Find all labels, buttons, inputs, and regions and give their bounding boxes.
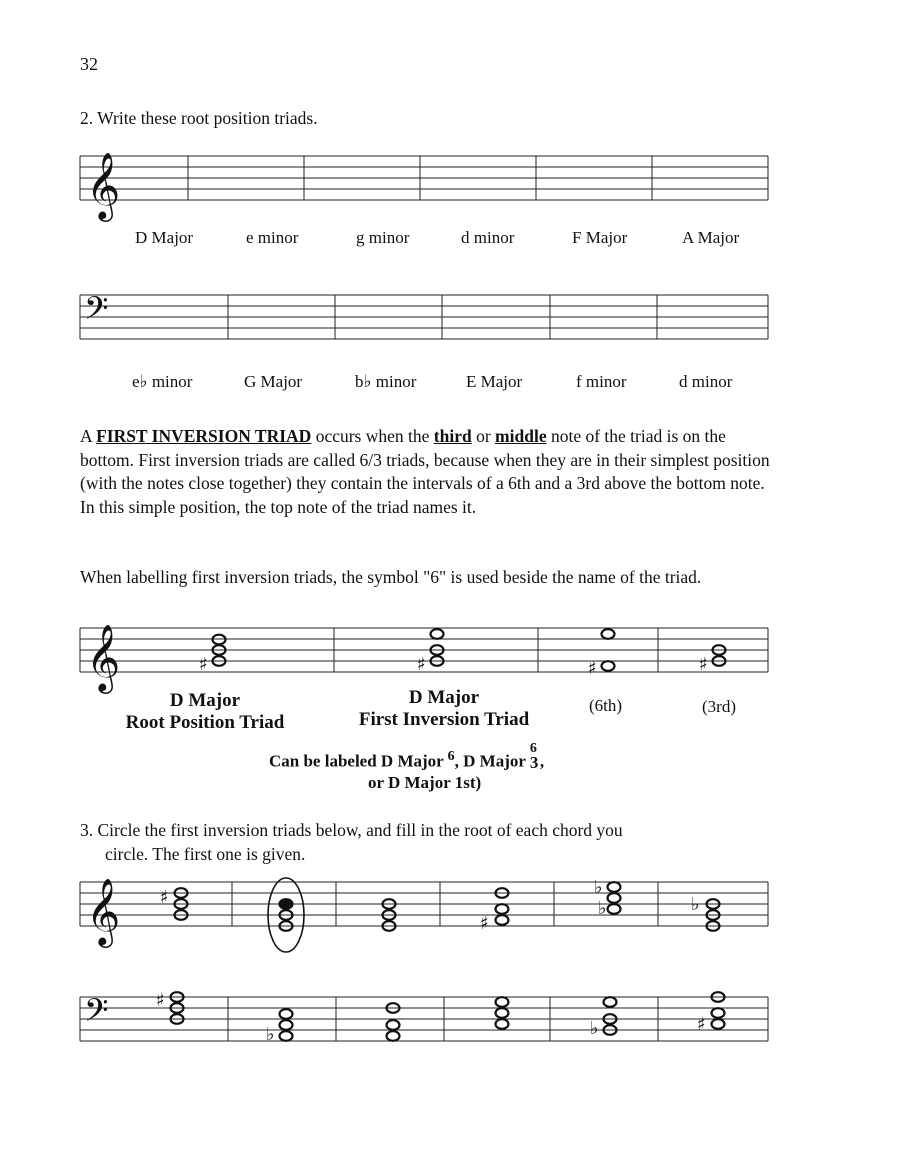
- sharp-icon: ♯: [699, 654, 708, 675]
- first-inversion-paragraph: A FIRST INVERSION TRIAD occurs when the third or middle note of the triad is on the bottom. First inversion triads are called 6/3 triads, because when they are in their simplest position (with the notes close together) they contain the intervals of a 6th and a 3rd above the bottom note. In this simple position, the top note of the triad names it.: [80, 426, 770, 517]
- treble-chord-label: D Major: [135, 228, 194, 247]
- treble-chord-label: d minor: [461, 228, 515, 247]
- bass-staff-exercise-2: [80, 295, 768, 339]
- flat-icon: ♭: [598, 898, 607, 919]
- sharp-icon: ♯: [199, 654, 208, 675]
- ex3-bass-chord-6: [712, 992, 725, 1029]
- example-root-caption: D Major Root Position Triad: [125, 690, 285, 733]
- bass-chord-label: d minor: [679, 372, 733, 391]
- bass-clef-icon: 𝄢: [84, 992, 109, 1036]
- bass-chord-label: e♭ minor: [132, 372, 193, 391]
- bass-chord-label: E Major: [466, 372, 523, 391]
- first-inversion-term: FIRST INVERSION TRIAD: [96, 426, 312, 446]
- treble-chord-label: A Major: [682, 228, 740, 247]
- labelling-paragraph: When labelling first inversion triads, the symbol "6" is used beside the name of the triad.: [80, 567, 702, 587]
- example-first-inversion-caption: D Major First Inversion Triad: [358, 687, 530, 730]
- bass-clef-icon: 𝄢: [84, 290, 109, 334]
- treble-clef-icon: 𝄞: [86, 877, 121, 945]
- treble-clef-icon: 𝄞: [86, 151, 121, 219]
- sharp-icon: ♯: [156, 990, 165, 1011]
- flat-icon: ♭: [266, 1024, 275, 1045]
- treble-chord-label: F Major: [572, 228, 628, 247]
- sharp-icon: ♯: [697, 1014, 706, 1035]
- sixth-label: (6th): [589, 696, 623, 715]
- treble-chord-label: e minor: [246, 228, 299, 247]
- ex3-bass-chord-3: [387, 1003, 400, 1041]
- treble-clef-icon: 𝄞: [86, 623, 121, 691]
- ex3-treble-chord-5: [608, 882, 621, 914]
- exercise-2-prompt: 2. Write these root position triads.: [80, 108, 318, 128]
- sharp-icon: ♯: [160, 887, 169, 908]
- ex3-bass-chord-5: [604, 997, 617, 1035]
- chord-d-major-first-inversion: [431, 629, 444, 666]
- ex3-treble-chord-4: [496, 888, 509, 925]
- sharp-icon: ♯: [588, 658, 597, 679]
- page-number: 32: [80, 54, 98, 74]
- ex3-bass-chord-2: [280, 1009, 293, 1041]
- labeled-as-line-1: Can be labeled D Major $^6$, D Major 6 3 ,: [269, 740, 545, 772]
- exercise-3-prompt-line-2: circle. The first one is given.: [105, 844, 306, 864]
- flat-icon: ♭: [594, 877, 603, 898]
- ex3-bass-chord-4: [496, 997, 509, 1029]
- sharp-icon: ♯: [480, 913, 489, 934]
- bass-chord-label: G Major: [244, 372, 303, 391]
- labeled-as-line-2: or D Major 1st): [368, 773, 482, 792]
- flat-icon: ♭: [691, 894, 700, 915]
- interval-third: [713, 645, 726, 666]
- bass-chord-label: f minor: [576, 372, 627, 391]
- flat-icon: ♭: [590, 1018, 599, 1039]
- treble-staff-exercise-2: [80, 156, 768, 200]
- third-label: (3rd): [702, 697, 736, 716]
- exercise-3-prompt-line-1: 3. Circle the first inversion triads below, and fill in the root of each chord you: [80, 820, 623, 840]
- sharp-icon: ♯: [417, 654, 426, 675]
- bass-chord-label: b♭ minor: [355, 372, 417, 391]
- treble-chord-label: g minor: [356, 228, 410, 247]
